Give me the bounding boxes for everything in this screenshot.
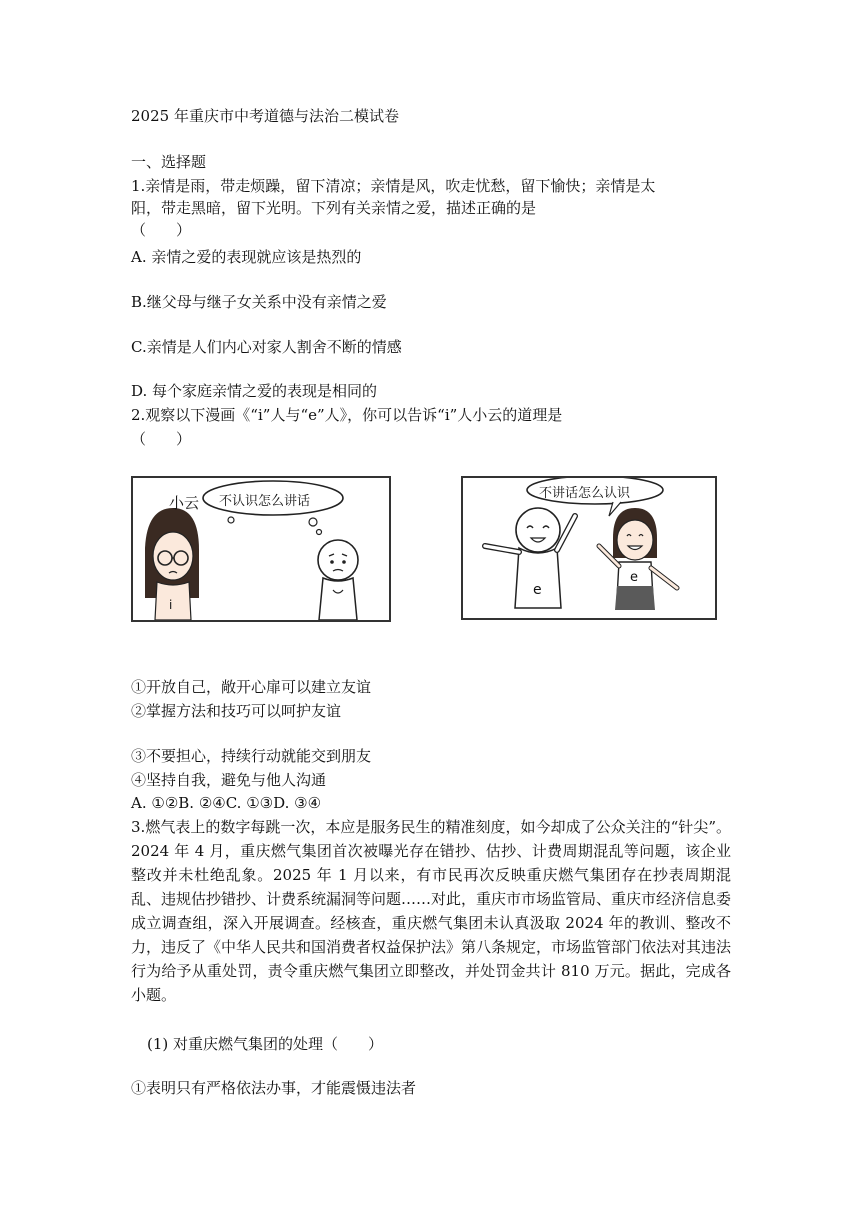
q1-option-a: A. 亲情之爱的表现就应该是热烈的 [131,248,362,266]
comic2-letter-left: e [533,582,542,598]
comic-panel-1 [131,476,391,622]
q2-stem: 2.观察以下漫画《“i”人与“e”人》，你可以告诉“i”人小云的道理是 [131,406,563,424]
comic2-letter-right: e [630,570,638,585]
q2-statement-1: ①开放自己，敞开心扉可以建立友谊 [131,678,372,696]
comic-panel-2 [461,476,717,620]
q1-option-b: B.继父母与继子女关系中没有亲情之爱 [131,293,387,311]
q1-stem-line2: 阳，带走黑暗，留下光明。下列有关亲情之爱，描述正确的是 [131,199,537,217]
comic1-name-label: 小云 [169,494,200,512]
section-heading: 一、选择题 [131,153,207,171]
comic1-letter-left: i [169,598,173,612]
q2-statement-3: ③不要担心，持续行动就能交到朋友 [131,747,372,765]
q2-statement-4: ④坚持自我，避免与他人沟通 [131,771,327,789]
comic1-bubble-text: 不认识怎么讲话 [219,494,311,509]
q3-sub1-statement-1: ①表明只有严格依法办事，才能震慑违法者 [131,1079,417,1097]
q1-stem-line1: 1.亲情是雨，带走烦躁，留下清凉；亲情是风，吹走忧愁，留下愉快；亲情是太 [131,177,656,195]
q1-option-c: C.亲情是人们内心对家人割舍不断的情感 [131,338,402,356]
q3-paragraph: 3.燃气表上的数字每跳一次，本应是服务民生的精准刻度，如今却成了公众关注的“针尖”。2024 年 4 月，重庆燃气集团首次被曝光存在错抄、估抄、计费周期混乱等问题，该企业整改并未杜绝乱象。2025 年 1 月以来，有市民再次反映重庆燃气集团存在抄表周期混乱、违规估抄错抄、计费系统漏洞等问题……对此，重庆市市场监管局、重庆市经济信息委成立调查组，深入开展调查。经核查，重庆燃气集团未认真汲取 2024 年的教训、整改不力，违反了《中华人民共和国消费者权益保护法》第八条规定，市场监管部门依法对其违法行为给予从重处罚，责令重庆燃气集团立即整改，并处罚金共计 810 万元。据此，完成各小题。 [131,818,732,1004]
q2-choices: A. ①②B. ②④C. ①③D. ③④ [131,794,322,812]
q1-blank: （ ） [131,221,192,239]
comic2-bubble-text: 不讲话怎么认识 [539,486,631,501]
q3-sub1: (1) 对重庆燃气集团的处理（ ） [147,1035,384,1053]
q2-blank: （ ） [131,430,192,448]
q2-statement-2: ②掌握方法和技巧可以呵护友谊 [131,702,342,720]
q1-option-d: D. 每个家庭亲情之爱的表现是相同的 [131,382,378,400]
page-title: 2025 年重庆市中考道德与法治二模试卷 [131,107,399,125]
